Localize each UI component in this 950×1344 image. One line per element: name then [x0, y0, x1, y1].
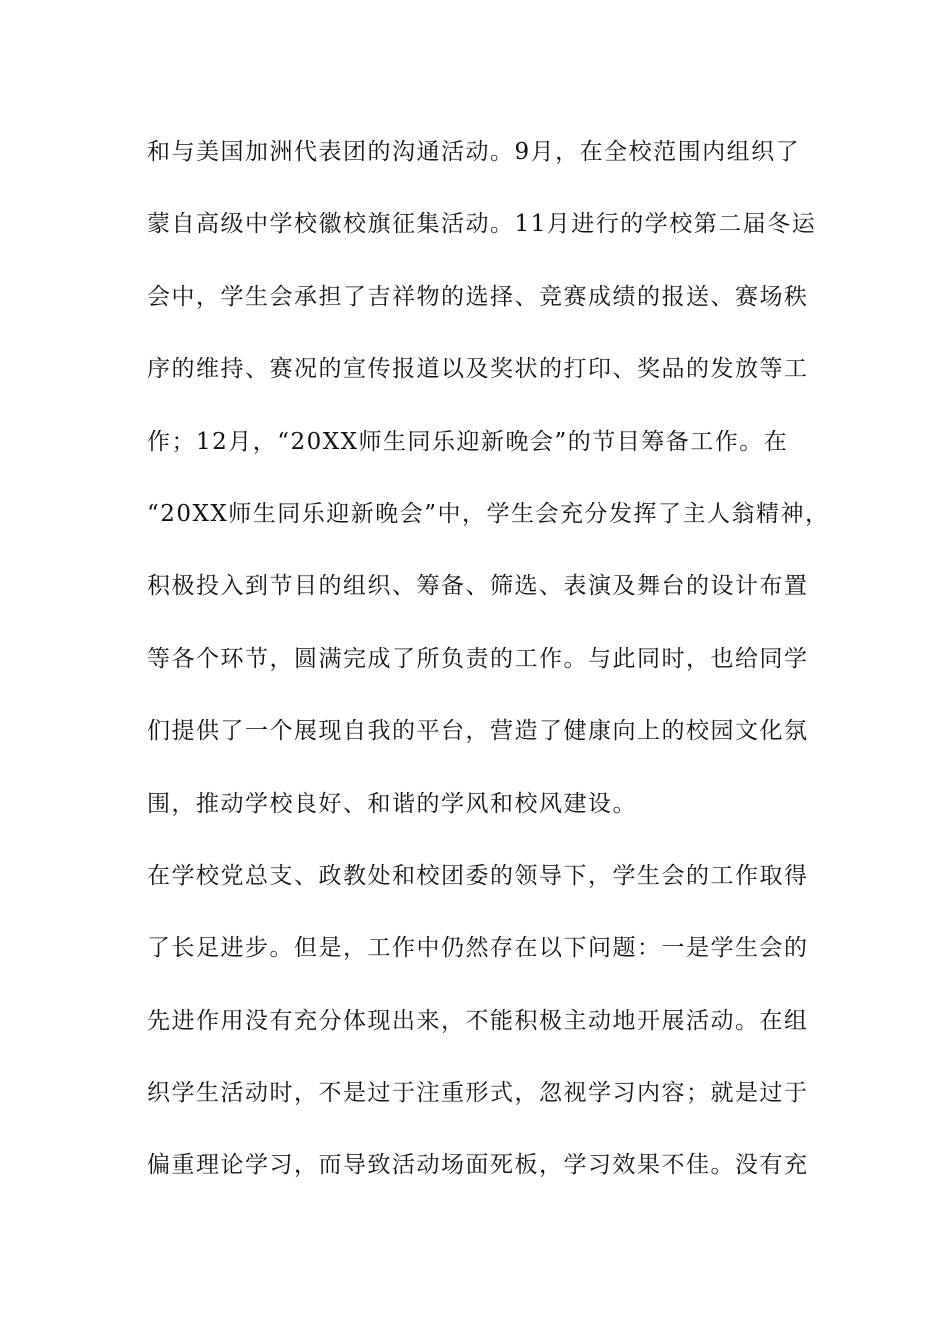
- text-line: 们提供了一个展现自我的平台，营造了健康向上的校园文化氛: [147, 718, 809, 745]
- text-line: 蒙自高级中学校徽校旗征集活动。11月进行的学校第二届冬运: [147, 211, 817, 238]
- text-line: 和与美国加洲代表团的沟通活动。9月，在全校范围内组织了: [147, 139, 801, 165]
- text-line: 作；12月，“20XX师生同乐迎新晚会”的节目筹备工作。在: [147, 428, 789, 455]
- text-line: 了长足进步。但是，工作中仍然存在以下问题：一是学生会的: [147, 935, 809, 962]
- text-line: “20XX师生同乐迎新晚会”中，学生会充分发挥了主人翁精神，: [147, 500, 830, 527]
- text-line: 序的维持、赛况的宣传报道以及奖状的打印、奖品的发放等工: [147, 356, 809, 383]
- text-line: 会中，学生会承担了吉祥物的选择、竞赛成绩的报送、赛场秩: [147, 283, 809, 310]
- text-line: 偏重理论学习，而导致活动场面死板，学习效果不佳。没有充: [147, 1152, 809, 1179]
- body-text: [147, 128, 830, 1214]
- text-line: 先进作用没有充分体现出来，不能积极主动地开展活动。在组: [147, 1007, 809, 1034]
- text-line: 围，推动学校良好、和谐的学风和校风建设。: [147, 790, 637, 817]
- text-line: 在学校党总支、政教处和校团委的领导下，学生会的工作取得: [147, 862, 809, 889]
- text-line: 积极投入到节目的组织、筹备、筛选、表演及舞台的设计布置: [147, 573, 809, 600]
- text-line: 等各个环节，圆满完成了所负责的工作。与此同时，也给同学: [147, 645, 809, 672]
- text-line: 织学生活动时，不是过于注重形式，忽视学习内容；就是过于: [147, 1080, 809, 1107]
